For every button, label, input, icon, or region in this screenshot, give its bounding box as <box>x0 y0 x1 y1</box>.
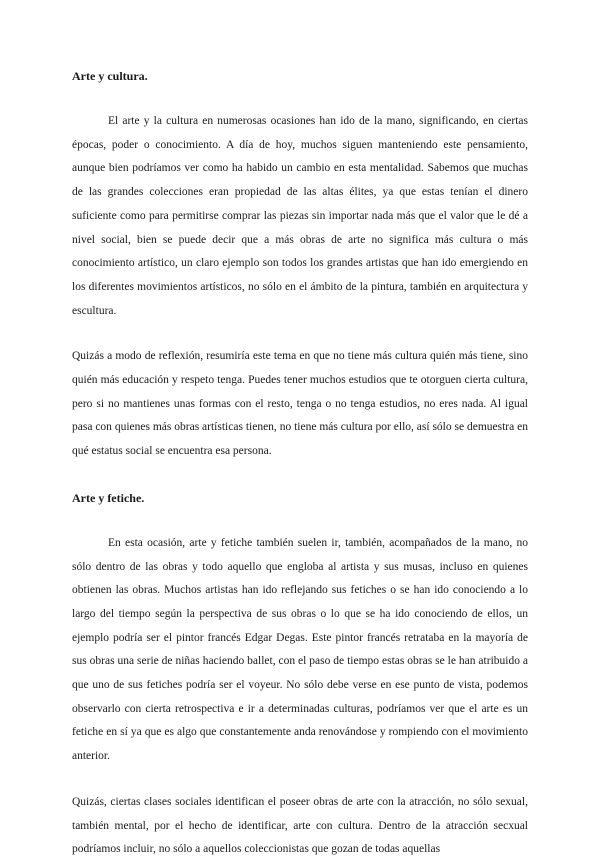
document-page <box>72 64 528 862</box>
section-heading-arte-y-cultura: Arte y cultura. <box>72 69 148 83</box>
paragraph-arte-y-cultura-2: Quizás a modo de reflexión, resumiría este tema en que no tiene más cultura quién más tiene, sino quién más educación y respeto tenga. Puedes tener muchos estudios que te otorguen cierta cultura, pero si no mantienes unas formas con el resto, tenga o no tenga estudios, no eres nada. Al igual pasa con quienes más obras artísticas tienen, no tiene más cultura por ello, así sólo se demuestra en qué estatus social se encuentra esa persona. <box>72 350 528 458</box>
paragraph-arte-y-fetiche-1: En esta ocasión, arte y fetiche también suelen ir, también, acompañados de la mano, no sólo dentro de las obras y todo aquello que engloba al artista y sus musas, incluso en quienes obtienen las obras. Muchos artistas han ido reflejando sus fetiches o se han ido conociendo a lo largo del tiempo según la perspectiva de sus obras o lo que se ha ido conociendo de ellos, un ejemplo podría ser el pintor francés Edgar Degas. Este pintor francés retrataba en la mayoría de sus obras una serie de niñas haciendo ballet, con el paso de tiempo estas obras se le han atribuido a que uno de sus fetiches podría ser el voyeur. No sólo debe verse en ese punto de vista, podemos observarlo con cierta retrospectiva e ir a determinadas culturas, podríamos ver que el arte es un fetiche en sí ya que es algo que constantemente anda renovándose y rompiendo con el movimiento anterior. <box>72 536 528 763</box>
section-heading-arte-y-fetiche: Arte y fetiche. <box>72 490 145 505</box>
paragraph-arte-y-cultura-1: El arte y la cultura en numerosas ocasiones han ido de la mano, significando, en ciertas épocas, poder o conocimiento. A día de hoy, muchos siguen manteniendo este pensamiento, aunque bien podríamos ver como ha habido un cambio en esta mentalidad. Sabemos que muchas de las grandes colecciones eran propiedad de las altas élites, ya que estas tenían el dinero suficiente como para permitirse comprar las piezas sin importar nada más que el valor que le dé a nivel social, bien se puede decir que a más obras de arte no significa más cultura o más conocimiento artístico, un claro ejemplo son todos los grandes artistas que han ido emergiendo en los diferentes movimientos artísticos, no sólo en el ámbito de la pintura, también en arquitectura y escultura. <box>72 115 528 317</box>
paragraph-arte-y-fetiche-2: Quizás, ciertas clases sociales identifican el poseer obras de arte con la atracción, no sólo sexual, también mental, por el hecho de identificar, arte con cultura. Dentro de la atracción secxual podríamos incluir, no sólo a aquellos coleccionistas que gozan de todas aquellas <box>72 795 528 856</box>
